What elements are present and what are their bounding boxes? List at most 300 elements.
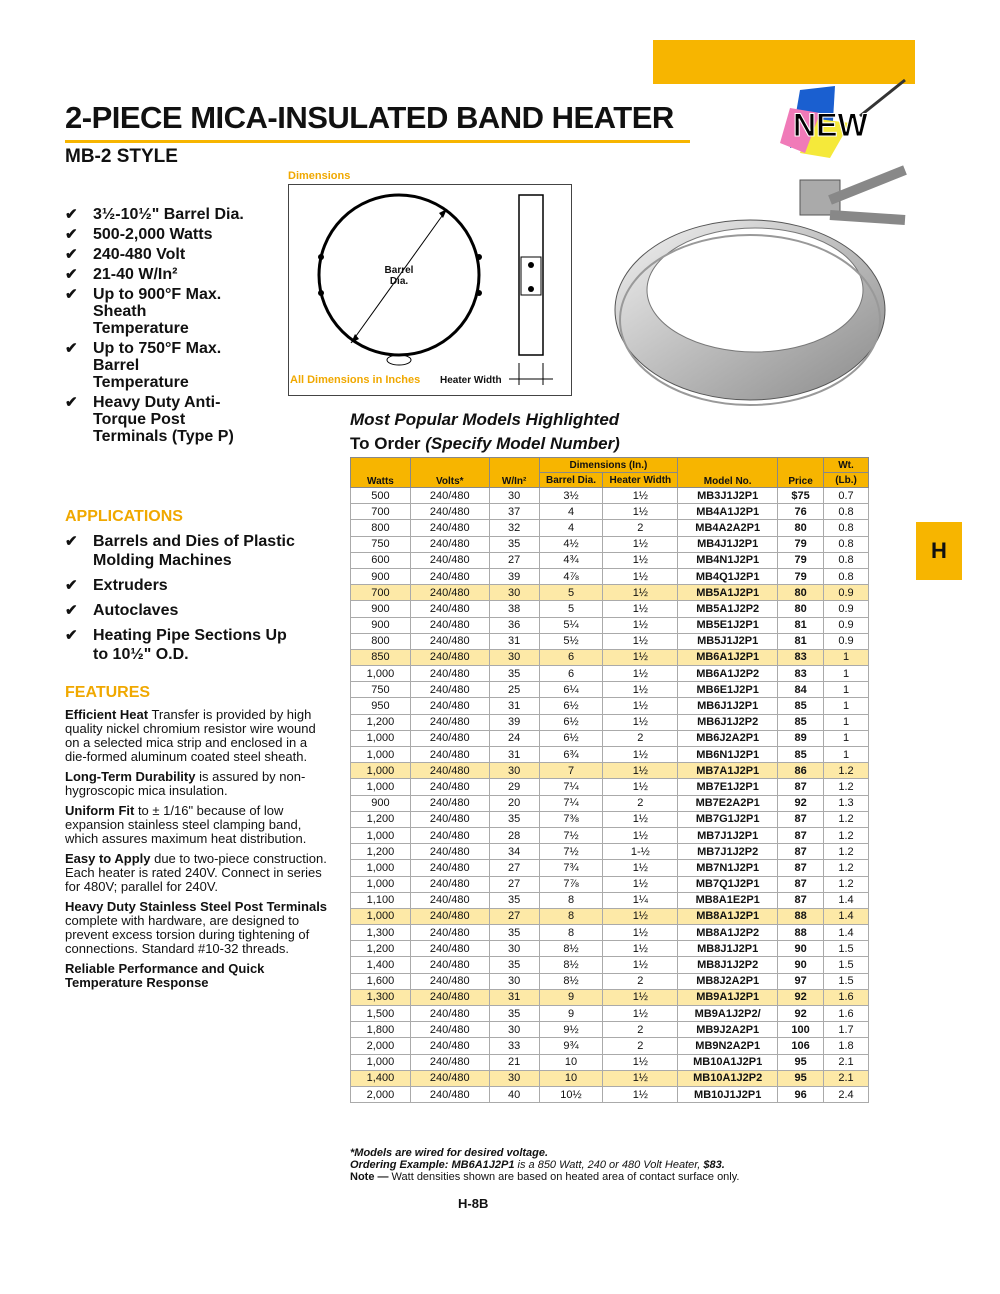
table-cell: MB6A1J2P1: [678, 649, 778, 665]
col-group-dimensions: Dimensions (In.): [539, 458, 678, 473]
table-cell: 1: [824, 714, 869, 730]
table-cell: 6¼: [539, 682, 603, 698]
table-row: [351, 763, 869, 779]
table-cell: 7⅜: [539, 811, 603, 827]
table-cell: 28: [489, 827, 539, 843]
table-cell: 2.1: [824, 1054, 869, 1070]
table-cell: 85: [778, 714, 824, 730]
table-cell: 240/480: [410, 1022, 489, 1038]
table-cell: 2: [603, 1038, 678, 1054]
table-cell: 86: [778, 763, 824, 779]
table-cell: 240/480: [410, 941, 489, 957]
table-cell: 87: [778, 779, 824, 795]
table-cell: 0.9: [824, 585, 869, 601]
check-icon: ✔: [65, 340, 78, 357]
table-cell: 100: [778, 1022, 824, 1038]
table-cell: 1½: [603, 568, 678, 584]
table-cell: 21: [489, 1054, 539, 1070]
table-row: [351, 1038, 869, 1054]
table-cell: MB7G1J2P1: [678, 811, 778, 827]
table-row: [351, 633, 869, 649]
table-row: [351, 973, 869, 989]
table-cell: 1,000: [351, 876, 411, 892]
table-cell: 1.6: [824, 989, 869, 1005]
table-cell: 1½: [603, 941, 678, 957]
table-cell: 35: [489, 925, 539, 941]
applications-heading: APPLICATIONS: [65, 508, 183, 525]
table-cell: 95: [778, 1070, 824, 1086]
footnote-example: Ordering Example: MB6A1J2P1 is a 850 Watt, 240 or 480 Volt Heater, $83.: [350, 1159, 725, 1171]
dimensions-note: All Dimensions in Inches: [290, 374, 421, 386]
table-cell: 8: [539, 892, 603, 908]
spec-bullet: ✔ 3½-10½" Barrel Dia.: [65, 206, 244, 223]
table-cell: 10½: [539, 1086, 603, 1102]
table-cell: 2: [603, 1022, 678, 1038]
band-heater-illustration: [600, 160, 910, 420]
table-cell: 1½: [603, 747, 678, 763]
table-cell: 97: [778, 973, 824, 989]
table-cell: 240/480: [410, 779, 489, 795]
table-cell: 92: [778, 795, 824, 811]
table-cell: MB10J1J2P1: [678, 1086, 778, 1102]
models-table: [350, 457, 869, 1103]
table-cell: 1,300: [351, 989, 411, 1005]
table-cell: 600: [351, 552, 411, 568]
application-item: ✔ Heating Pipe Sections Up to 10½" O.D.: [65, 627, 287, 663]
table-cell: 240/480: [410, 763, 489, 779]
table-cell: MB6E1J2P1: [678, 682, 778, 698]
table-cell: 35: [489, 892, 539, 908]
table-cell: MB4N1J2P1: [678, 552, 778, 568]
table-cell: 0.8: [824, 504, 869, 520]
table-cell: 240/480: [410, 973, 489, 989]
table-cell: 7⅞: [539, 876, 603, 892]
table-cell: 1,800: [351, 1022, 411, 1038]
table-cell: 79: [778, 536, 824, 552]
table-cell: 1: [824, 698, 869, 714]
table-cell: 39: [489, 568, 539, 584]
table-cell: 240/480: [410, 747, 489, 763]
dimensions-diagram: [288, 184, 572, 396]
table-cell: 3½: [539, 488, 603, 504]
table-cell: 4¾: [539, 552, 603, 568]
table-cell: 80: [778, 520, 824, 536]
table-cell: 240/480: [410, 1038, 489, 1054]
table-cell: 1½: [603, 1086, 678, 1102]
table-row: [351, 617, 869, 633]
table-row: [351, 1054, 869, 1070]
col-header-price: Price: [778, 458, 824, 488]
table-cell: 2: [603, 520, 678, 536]
table-cell: 35: [489, 811, 539, 827]
table-cell: 240/480: [410, 908, 489, 924]
applications-section: [65, 508, 325, 664]
dimensions-label: Dimensions: [288, 170, 351, 182]
table-cell: 1½: [603, 682, 678, 698]
table-cell: MB8J1J2P2: [678, 957, 778, 973]
table-cell: 30: [489, 585, 539, 601]
table-cell: MB4A2A2P1: [678, 520, 778, 536]
check-icon: ✔: [65, 627, 78, 644]
table-cell: 9½: [539, 1022, 603, 1038]
table-cell: 1,600: [351, 973, 411, 989]
table-cell: MB9J2A2P1: [678, 1022, 778, 1038]
table-cell: 1.5: [824, 957, 869, 973]
table-cell: MB7J1J2P1: [678, 827, 778, 843]
table-cell: 2: [603, 730, 678, 746]
feature-item: Uniform Fit to ± 1/16" because of low expansion stainless steel clamping band, which assures maximum heat distribution.: [65, 803, 307, 846]
table-row: [351, 957, 869, 973]
table-cell: 85: [778, 747, 824, 763]
table-cell: 8: [539, 925, 603, 941]
table-cell: 1,400: [351, 1070, 411, 1086]
table-cell: 240/480: [410, 682, 489, 698]
table-cell: 1.4: [824, 892, 869, 908]
table-cell: 27: [489, 552, 539, 568]
table-cell: 1½: [603, 827, 678, 843]
table-cell: 1½: [603, 957, 678, 973]
table-cell: 9: [539, 1006, 603, 1022]
table-cell: 1.6: [824, 1006, 869, 1022]
table-row: [351, 504, 869, 520]
table-cell: 30: [489, 1070, 539, 1086]
table-cell: MB7E1J2P1: [678, 779, 778, 795]
table-cell: 5½: [539, 633, 603, 649]
table-row: [351, 908, 869, 924]
table-cell: 1,000: [351, 827, 411, 843]
table-cell: 1½: [603, 601, 678, 617]
table-row: [351, 682, 869, 698]
table-cell: MB4Q1J2P1: [678, 568, 778, 584]
table-cell: 1½: [603, 1006, 678, 1022]
table-cell: 1,100: [351, 892, 411, 908]
table-cell: 1.3: [824, 795, 869, 811]
table-cell: 900: [351, 568, 411, 584]
table-footnotes: [350, 1147, 850, 1183]
table-cell: 1.8: [824, 1038, 869, 1054]
table-cell: 89: [778, 730, 824, 746]
table-cell: 0.8: [824, 552, 869, 568]
table-cell: 0.8: [824, 536, 869, 552]
table-cell: 2.4: [824, 1086, 869, 1102]
table-cell: 1.2: [824, 827, 869, 843]
table-cell: 1.2: [824, 876, 869, 892]
table-cell: 6½: [539, 730, 603, 746]
table-heading-order: To Order (Specify Model Number): [350, 434, 620, 453]
table-cell: 1.4: [824, 925, 869, 941]
table-row: [351, 779, 869, 795]
table-cell: 79: [778, 552, 824, 568]
table-row: [351, 552, 869, 568]
table-cell: 8½: [539, 973, 603, 989]
table-cell: 6½: [539, 714, 603, 730]
table-cell: 1½: [603, 811, 678, 827]
table-row: [351, 844, 869, 860]
table-cell: 750: [351, 536, 411, 552]
table-cell: 8: [539, 908, 603, 924]
application-item: ✔ Autoclaves: [65, 602, 179, 619]
table-cell: 240/480: [410, 860, 489, 876]
table-cell: 2: [603, 973, 678, 989]
check-icon: ✔: [65, 246, 78, 263]
table-cell: 5¼: [539, 617, 603, 633]
table-cell: MB9A1J2P1: [678, 989, 778, 1005]
page-title: 2-PIECE MICA-INSULATED BAND HEATER: [65, 100, 674, 135]
table-cell: 4: [539, 504, 603, 520]
table-cell: MB5J1J2P1: [678, 633, 778, 649]
table-cell: MB9A1J2P2/: [678, 1006, 778, 1022]
table-row: [351, 536, 869, 552]
table-cell: 0.8: [824, 568, 869, 584]
check-icon: ✔: [65, 533, 78, 550]
table-cell: 1: [824, 747, 869, 763]
spec-bullet: ✔ Up to 900°F Max. Sheath Temperature: [65, 286, 222, 337]
table-cell: 0.9: [824, 633, 869, 649]
table-cell: 1,500: [351, 1006, 411, 1022]
table-cell: 79: [778, 568, 824, 584]
table-cell: 10: [539, 1054, 603, 1070]
application-item: ✔ Extruders: [65, 577, 168, 594]
table-cell: 7½: [539, 844, 603, 860]
table-cell: 1½: [603, 860, 678, 876]
application-item: ✔ Barrels and Dies of Plastic Molding Machines: [65, 533, 295, 569]
table-cell: MB10A1J2P1: [678, 1054, 778, 1070]
table-cell: 240/480: [410, 811, 489, 827]
check-icon: ✔: [65, 286, 78, 303]
table-cell: 240/480: [410, 892, 489, 908]
table-row: [351, 892, 869, 908]
table-cell: 29: [489, 779, 539, 795]
features-section: [65, 684, 330, 990]
table-row: [351, 1086, 869, 1102]
table-cell: 30: [489, 763, 539, 779]
table-cell: 30: [489, 941, 539, 957]
table-cell: MB7A1J2P1: [678, 763, 778, 779]
table-cell: 87: [778, 860, 824, 876]
table-cell: 40: [489, 1086, 539, 1102]
table-cell: 240/480: [410, 698, 489, 714]
table-cell: 37: [489, 504, 539, 520]
table-cell: 700: [351, 585, 411, 601]
models-table-grid: [350, 457, 869, 1103]
table-cell: 1.5: [824, 941, 869, 957]
table-cell: 7¼: [539, 779, 603, 795]
table-cell: 1½: [603, 698, 678, 714]
col-header-wt-top: Wt.: [824, 458, 869, 473]
table-cell: 240/480: [410, 504, 489, 520]
table-cell: MB5A1J2P1: [678, 585, 778, 601]
table-cell: 30: [489, 649, 539, 665]
table-cell: MB3J1J2P1: [678, 488, 778, 504]
table-cell: 1,000: [351, 763, 411, 779]
table-cell: 9: [539, 989, 603, 1005]
table-cell: 10: [539, 1070, 603, 1086]
table-cell: 2.1: [824, 1070, 869, 1086]
table-cell: 24: [489, 730, 539, 746]
table-row: [351, 747, 869, 763]
spec-bullets: [65, 206, 295, 448]
table-cell: 84: [778, 682, 824, 698]
check-icon: ✔: [65, 602, 78, 619]
table-cell: 240/480: [410, 666, 489, 682]
table-cell: 1.4: [824, 908, 869, 924]
table-cell: 90: [778, 957, 824, 973]
table-cell: 31: [489, 633, 539, 649]
table-cell: 87: [778, 811, 824, 827]
table-row: [351, 568, 869, 584]
table-row: [351, 941, 869, 957]
table-row: [351, 876, 869, 892]
table-cell: 240/480: [410, 552, 489, 568]
table-cell: 25: [489, 682, 539, 698]
table-cell: 240/480: [410, 730, 489, 746]
table-cell: 35: [489, 957, 539, 973]
table-cell: 1,000: [351, 666, 411, 682]
table-cell: 31: [489, 698, 539, 714]
table-cell: MB5E1J2P1: [678, 617, 778, 633]
section-tab: H: [916, 522, 962, 580]
col-header-w-in: W/In²: [489, 458, 539, 488]
table-cell: 31: [489, 747, 539, 763]
table-cell: 850: [351, 649, 411, 665]
table-cell: 1½: [603, 504, 678, 520]
table-row: [351, 698, 869, 714]
table-cell: 1½: [603, 876, 678, 892]
feature-item: Reliable Performance and Quick Temperature Response: [65, 961, 265, 990]
table-row: [351, 989, 869, 1005]
table-cell: 92: [778, 989, 824, 1005]
table-cell: 0.9: [824, 617, 869, 633]
table-cell: 1.2: [824, 844, 869, 860]
table-cell: 2,000: [351, 1038, 411, 1054]
table-row: [351, 1006, 869, 1022]
col-header-weight: (Lb.): [824, 473, 869, 488]
table-cell: MB7Q1J2P1: [678, 876, 778, 892]
table-row: [351, 714, 869, 730]
table-cell: 5: [539, 601, 603, 617]
table-cell: 88: [778, 908, 824, 924]
table-cell: 240/480: [410, 601, 489, 617]
table-cell: 1,000: [351, 779, 411, 795]
table-cell: MB8A1E2P1: [678, 892, 778, 908]
check-icon: ✔: [65, 206, 78, 223]
table-cell: 1-½: [603, 844, 678, 860]
table-cell: 1½: [603, 989, 678, 1005]
table-cell: MB7E2A2P1: [678, 795, 778, 811]
table-cell: 1.2: [824, 860, 869, 876]
table-cell: 1.2: [824, 811, 869, 827]
table-cell: 2,000: [351, 1086, 411, 1102]
table-cell: 95: [778, 1054, 824, 1070]
table-cell: 240/480: [410, 957, 489, 973]
svg-text:NEW: NEW: [793, 107, 868, 143]
table-cell: MB7J1J2P2: [678, 844, 778, 860]
table-cell: 800: [351, 520, 411, 536]
table-cell: 0.8: [824, 520, 869, 536]
table-cell: 1,200: [351, 811, 411, 827]
table-cell: 240/480: [410, 1006, 489, 1022]
barrel-dia-label: Barrel Dia.: [384, 265, 414, 287]
table-cell: MB6J2A2P1: [678, 730, 778, 746]
table-cell: 7: [539, 763, 603, 779]
table-cell: 20: [489, 795, 539, 811]
table-cell: 1½: [603, 536, 678, 552]
spec-bullet: ✔ 500-2,000 Watts: [65, 226, 213, 243]
table-cell: 240/480: [410, 617, 489, 633]
table-row: [351, 860, 869, 876]
table-cell: 0.9: [824, 601, 869, 617]
spec-bullet: ✔ 21-40 W/In²: [65, 266, 178, 283]
table-cell: 1½: [603, 908, 678, 924]
feature-item: Heavy Duty Stainless Steel Post Terminals complete with hardware, are designed to prevent excess torsion during tightening of connections. Standard #10-32 threads.: [65, 899, 328, 956]
check-icon: ✔: [65, 266, 78, 283]
table-cell: 6: [539, 666, 603, 682]
table-cell: 4⅞: [539, 568, 603, 584]
col-header-model: Model No.: [678, 458, 778, 488]
table-cell: 1½: [603, 1054, 678, 1070]
table-cell: 81: [778, 633, 824, 649]
col-header-heater-width: Heater Width: [603, 473, 678, 488]
check-icon: ✔: [65, 394, 78, 411]
table-cell: 240/480: [410, 844, 489, 860]
table-cell: 1.7: [824, 1022, 869, 1038]
table-cell: MB6A1J2P2: [678, 666, 778, 682]
col-header-barrel-dia: Barrel Dia.: [539, 473, 603, 488]
table-cell: 240/480: [410, 1070, 489, 1086]
table-cell: 1½: [603, 763, 678, 779]
table-cell: 900: [351, 617, 411, 633]
table-cell: 1,400: [351, 957, 411, 973]
table-cell: MB8A1J2P1: [678, 908, 778, 924]
table-cell: MB8J1J2P1: [678, 941, 778, 957]
table-cell: 240/480: [410, 989, 489, 1005]
table-cell: 30: [489, 488, 539, 504]
table-cell: 1,200: [351, 844, 411, 860]
table-cell: 33: [489, 1038, 539, 1054]
table-cell: 800: [351, 633, 411, 649]
table-cell: 80: [778, 601, 824, 617]
table-cell: 90: [778, 941, 824, 957]
table-cell: 27: [489, 876, 539, 892]
table-cell: 1½: [603, 488, 678, 504]
table-cell: 1½: [603, 1070, 678, 1086]
table-cell: 1,000: [351, 730, 411, 746]
table-cell: 1½: [603, 714, 678, 730]
table-cell: 240/480: [410, 1086, 489, 1102]
table-row: [351, 601, 869, 617]
table-cell: 88: [778, 925, 824, 941]
feature-item: Long-Term Durability is assured by non-hygroscopic mica insulation.: [65, 769, 306, 798]
table-cell: 2: [603, 795, 678, 811]
table-cell: 1½: [603, 649, 678, 665]
table-cell: 5: [539, 585, 603, 601]
table-cell: MB8A1J2P2: [678, 925, 778, 941]
table-cell: 6: [539, 649, 603, 665]
table-cell: MB9N2A2P1: [678, 1038, 778, 1054]
table-cell: 950: [351, 698, 411, 714]
table-cell: 4½: [539, 536, 603, 552]
table-row: [351, 811, 869, 827]
table-cell: 27: [489, 908, 539, 924]
table-cell: 9¾: [539, 1038, 603, 1054]
table-cell: 81: [778, 617, 824, 633]
table-cell: MB4J1J2P1: [678, 536, 778, 552]
table-cell: 27: [489, 860, 539, 876]
page-subtitle: MB-2 STYLE: [65, 146, 178, 167]
table-row: [351, 925, 869, 941]
table-row: [351, 827, 869, 843]
title-underline: [65, 140, 690, 143]
